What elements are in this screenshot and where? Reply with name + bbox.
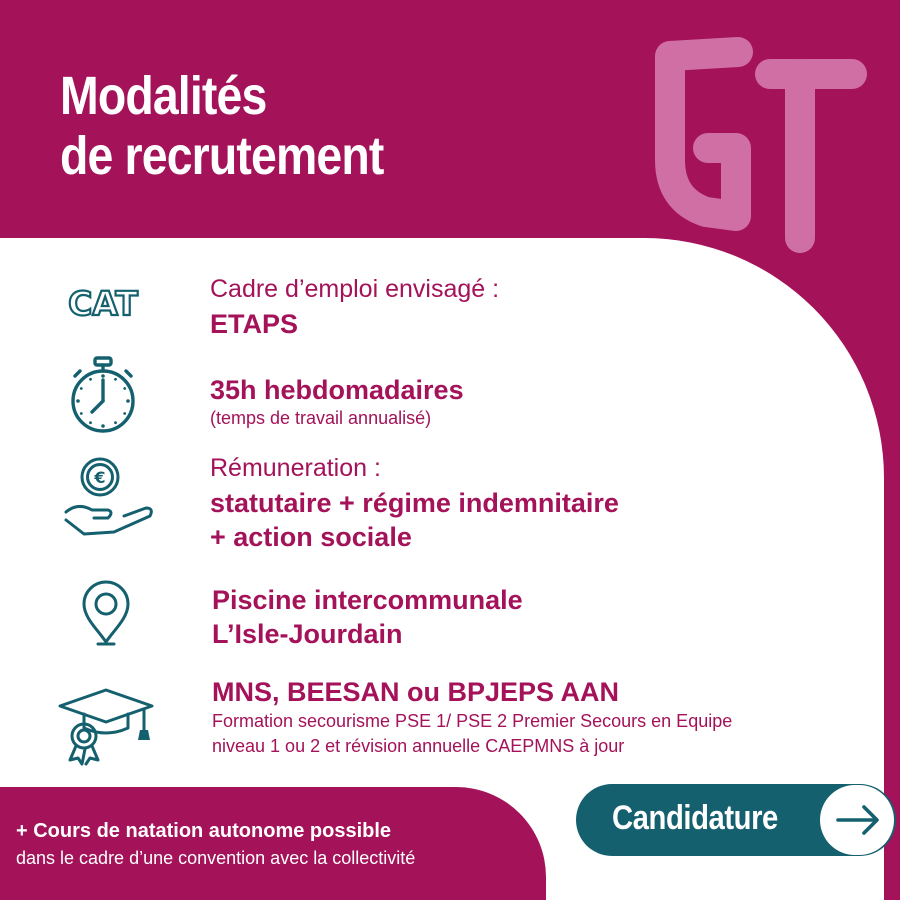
diploma-sub-2: niveau 1 ou 2 et révision annuelle CAEPMNS à jour	[212, 736, 625, 756]
note-title: + Cours de natation autonome possible	[16, 820, 392, 842]
pay-value-2: + action sociale	[210, 522, 412, 552]
arrow-right-icon[interactable]	[820, 785, 894, 855]
location-value-2: L’Isle-Jourdain	[212, 619, 403, 649]
hours-value: 35h hebdomadaires	[210, 375, 464, 405]
category-label: Cadre d’emploi envisagé :	[210, 275, 500, 303]
cat-badge-text: CAT	[68, 284, 138, 322]
stopwatch-icon	[66, 356, 140, 434]
note-text: dans le cadre d’une convention avec la collectivité	[16, 848, 416, 868]
location-pin-icon	[80, 580, 132, 646]
candidature-button[interactable]	[576, 784, 896, 856]
category-value: ETAPS	[210, 309, 299, 339]
candidature-button-label: Candidature	[612, 799, 778, 837]
location-value-1: Piscine intercommunale	[212, 585, 523, 615]
graduation-medal-icon	[58, 686, 156, 766]
page-title	[60, 66, 383, 186]
hours-sub: (temps de travail annualisé)	[210, 408, 432, 428]
arrow-right-glyph	[820, 785, 894, 855]
note-band	[0, 787, 546, 900]
euro-hand-icon	[62, 456, 156, 536]
diploma-value: MNS, BEESAN ou BPJEPS AAN	[212, 677, 620, 707]
diploma-sub-1: Formation secourisme PSE 1/ PSE 2 Premier Secours en Equipe	[212, 711, 733, 731]
title-line-2: de recrutement	[60, 126, 384, 186]
gt-logo-icon	[640, 28, 870, 263]
cat-badge-icon	[58, 284, 148, 322]
title-line-1: Modalités	[60, 66, 267, 126]
pay-label: Rémuneration :	[210, 454, 381, 482]
svg-text:€: €	[94, 468, 106, 487]
pay-value-1: statutaire + régime indemnitaire	[210, 488, 619, 518]
